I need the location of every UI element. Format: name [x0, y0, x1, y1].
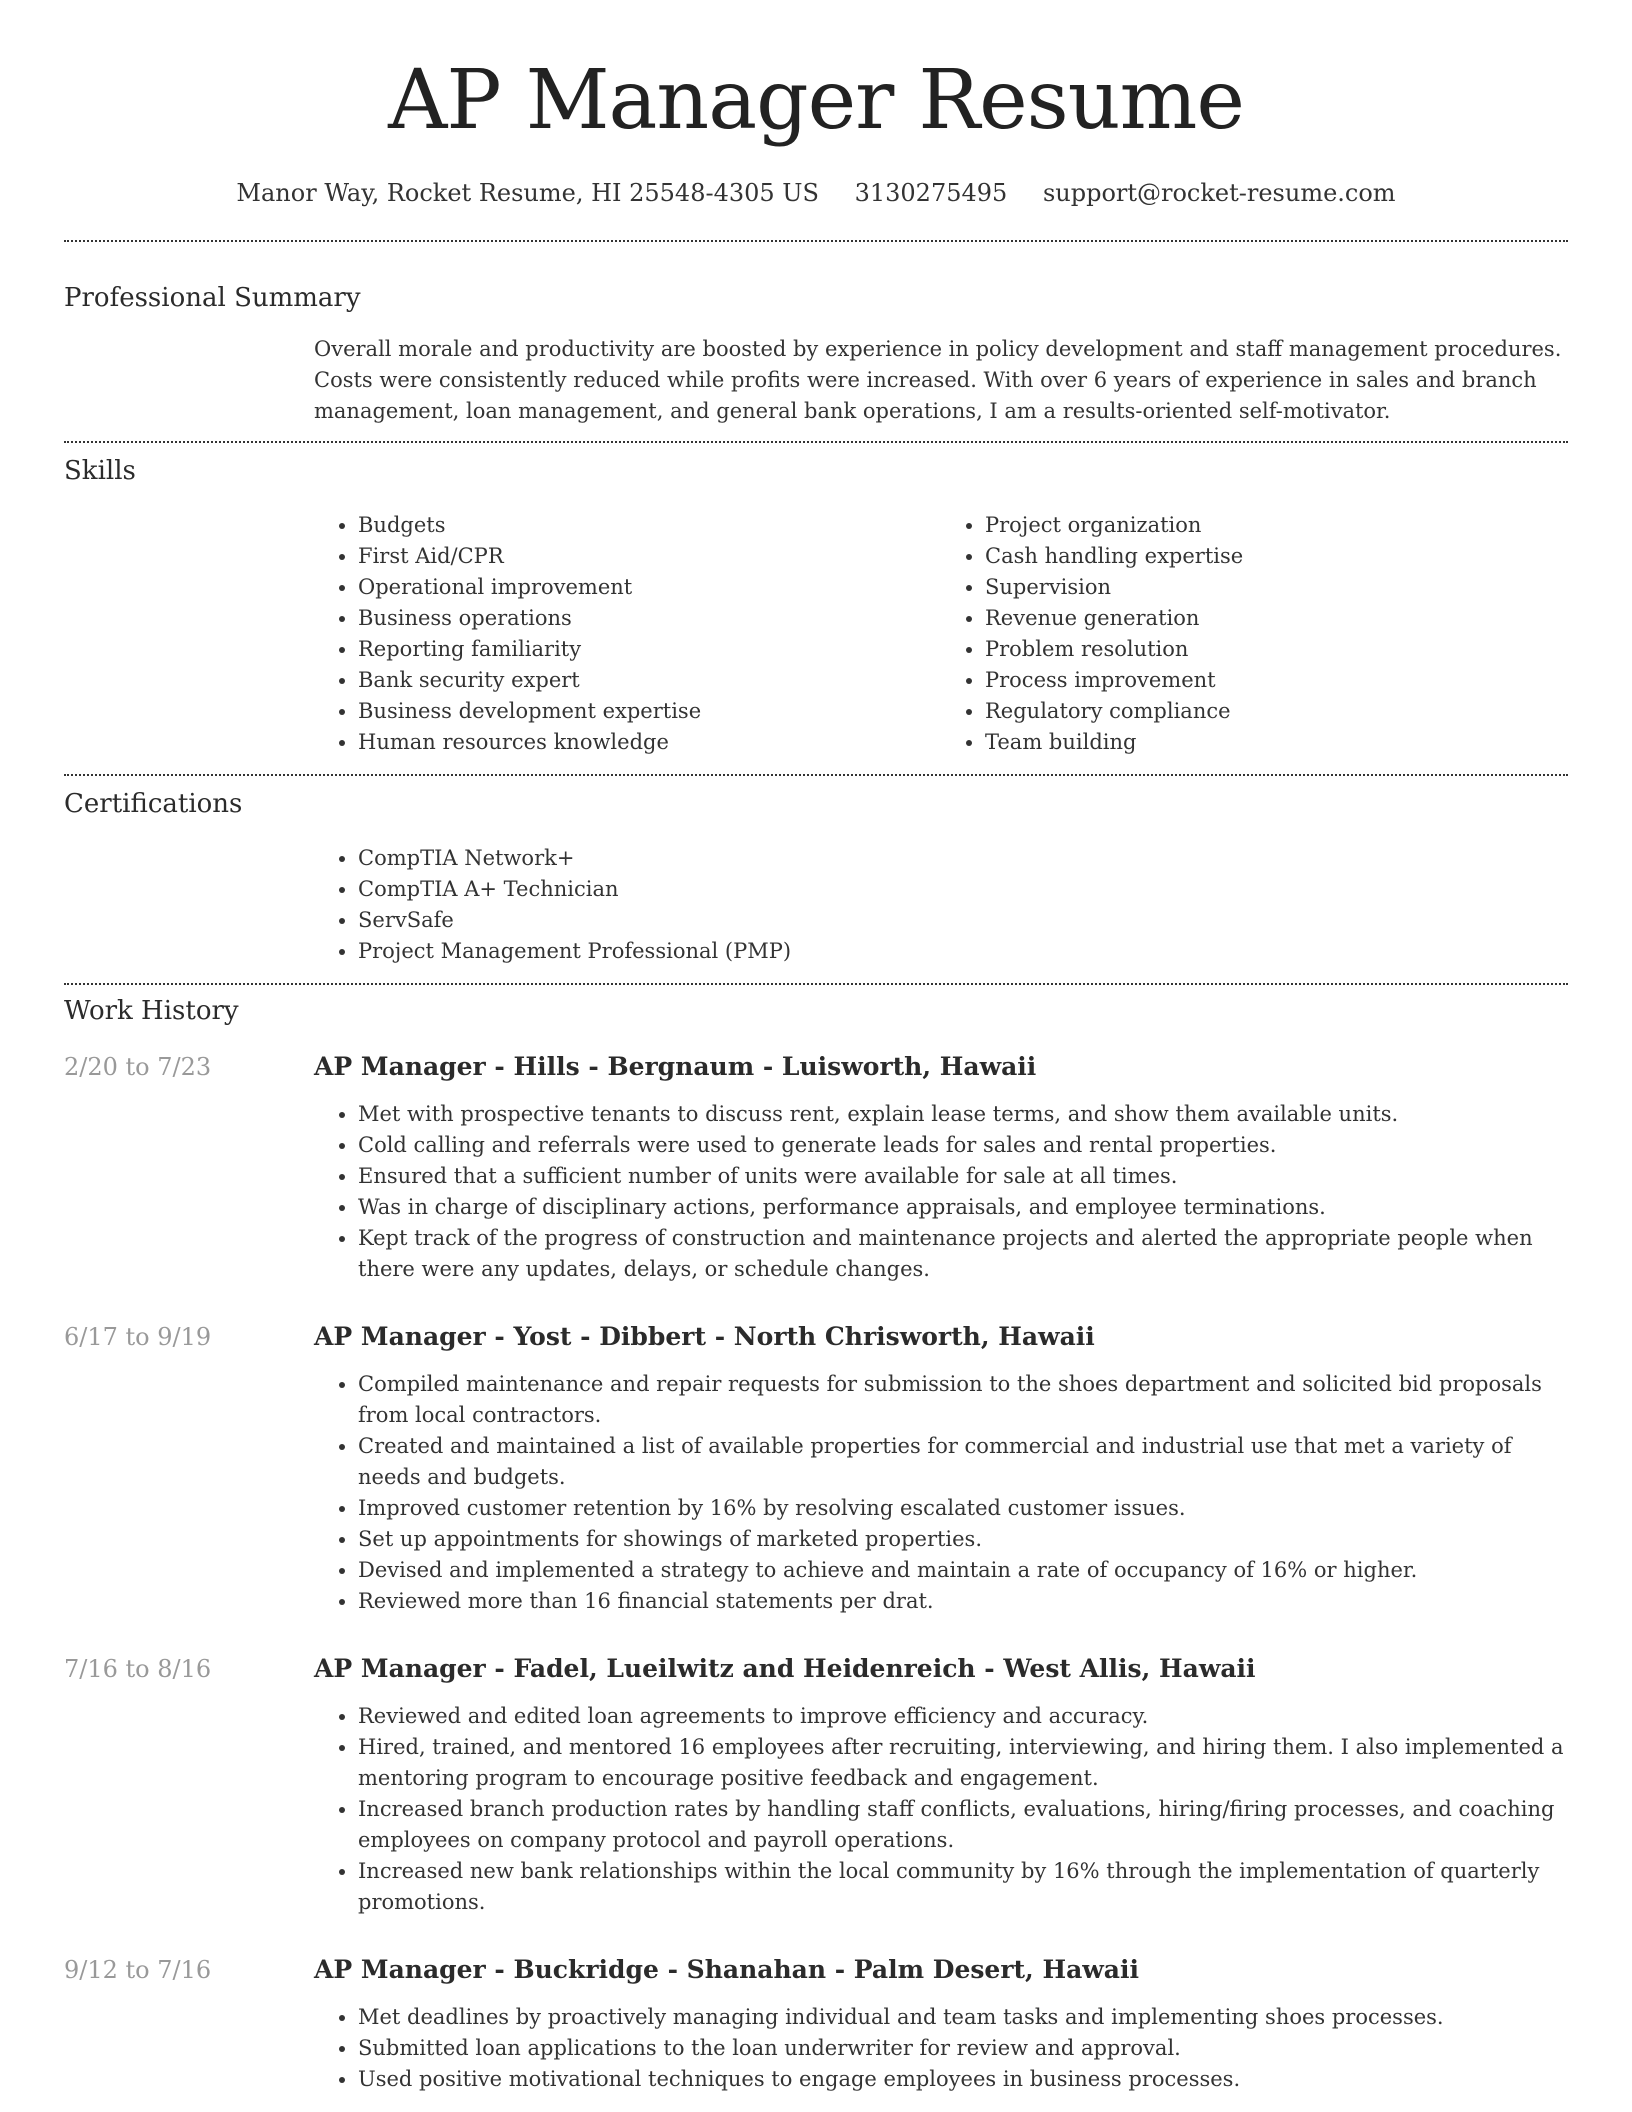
contact-phone: 3130275495	[854, 179, 1008, 207]
job-bullet: • Set up appointments for showings of marketed properties.	[358, 1524, 1568, 1555]
job-bullets	[314, 1701, 1568, 1918]
skill-item: • Project organization	[985, 510, 1568, 541]
job-dates: 7/16 to 8/16	[64, 1655, 212, 1683]
job-bullet: • Reviewed more than 16 financial statements per drat.	[358, 1586, 1568, 1617]
job-bullet: • Devised and implemented a strategy to achieve and maintain a rate of occupancy of 16% or higher.	[358, 1555, 1568, 1586]
certification-item: • CompTIA A+ Technician	[358, 874, 1568, 905]
job-bullet: • Met deadlines by proactively managing individual and team tasks and implementing shoes processes.	[358, 2002, 1568, 2033]
work-section	[0, 985, 1632, 2095]
job-bullet: • Met with prospective tenants to discuss rent, explain lease terms, and show them available units.	[358, 1099, 1568, 1130]
skill-item: • Business development expertise	[358, 696, 941, 727]
skill-item: • Operational improvement	[358, 572, 941, 603]
skill-item: • Bank security expert	[358, 665, 941, 696]
job-bullets	[314, 1369, 1568, 1617]
skills-list-left	[314, 510, 941, 758]
job-entry	[64, 1954, 1568, 2095]
certification-item: • ServSafe	[358, 905, 1568, 936]
skill-item: • Process improvement	[985, 665, 1568, 696]
skills-section	[0, 443, 1632, 758]
contact-address: Manor Way, Rocket Resume, HI 25548-4305 US	[236, 179, 819, 207]
job-entry	[64, 1653, 1568, 1918]
contact-email: support@rocket-resume.com	[1042, 179, 1396, 207]
job-bullets	[314, 2002, 1568, 2095]
job-bullet: • Submitted loan applications to the loan underwriter for review and approval.	[358, 2033, 1568, 2064]
job-title: AP Manager - Hills - Bergnaum - Luisworth, Hawaii	[314, 1052, 1037, 1081]
skills-heading: Skills	[64, 456, 136, 486]
contact-line	[0, 178, 1632, 208]
job-bullet: • Hired, trained, and mentored 16 employees after recruiting, interviewing, and hiring them. I also implemented a mentoring program to encourage positive feedback and engagement.	[358, 1732, 1568, 1794]
job-entry	[64, 1321, 1568, 1617]
skill-item: • Budgets	[358, 510, 941, 541]
skill-item: • Cash handling expertise	[985, 541, 1568, 572]
job-title: AP Manager - Fadel, Lueilwitz and Heidenreich - West Allis, Hawaii	[314, 1654, 1256, 1683]
job-bullets	[314, 1099, 1568, 1285]
skill-item: • Reporting familiarity	[358, 634, 941, 665]
summary-text: Overall morale and productivity are boosted by experience in policy development and staff management procedures. Costs were consistently reduced while profits were increased. With over 6 years of experience in sales and branch management, loan management, and general bank operations, I am a results-oriented self-motivator.	[314, 337, 1562, 423]
skill-item: • Regulatory compliance	[985, 696, 1568, 727]
job-bullet: • Increased branch production rates by handling staff conflicts, evaluations, hiring/firing processes, and coaching employees on company protocol and payroll operations.	[358, 1794, 1568, 1856]
job-entry	[64, 1051, 1568, 1285]
certifications-section	[0, 776, 1632, 967]
skill-item: • Revenue generation	[985, 603, 1568, 634]
job-bullet: • Cold calling and referrals were used to generate leads for sales and rental properties.	[358, 1130, 1568, 1161]
job-bullet: • Reviewed and edited loan agreements to improve efficiency and accuracy.	[358, 1701, 1568, 1732]
certifications-list	[314, 843, 1568, 967]
job-bullet: • Created and maintained a list of available properties for commercial and industrial use that met a variety of needs and budgets.	[358, 1431, 1568, 1493]
skill-item: • Problem resolution	[985, 634, 1568, 665]
skill-item: • Supervision	[985, 572, 1568, 603]
summary-heading: Professional Summary	[64, 283, 361, 313]
job-bullet: • Compiled maintenance and repair requests for submission to the shoes department and solicited bid proposals from local contractors.	[358, 1369, 1568, 1431]
resume-title: AP Manager Resume	[388, 53, 1244, 148]
job-bullet: • Ensured that a sufficient number of units were available for sale at all times.	[358, 1161, 1568, 1192]
job-title: AP Manager - Buckridge - Shanahan - Palm Desert, Hawaii	[314, 1955, 1139, 1984]
certifications-heading: Certifications	[64, 789, 243, 819]
skill-item: • Human resources knowledge	[358, 727, 941, 758]
certification-item: • Project Management Professional (PMP)	[358, 936, 1568, 967]
job-title: AP Manager - Yost - Dibbert - North Chrisworth, Hawaii	[314, 1322, 1095, 1351]
job-bullet: • Kept track of the progress of construction and maintenance projects and alerted the appropriate people when there were any updates, delays, or schedule changes.	[358, 1223, 1568, 1285]
job-bullet: • Used positive motivational techniques to engage employees in business processes.	[358, 2064, 1568, 2095]
job-dates: 9/12 to 7/16	[64, 1956, 212, 1984]
summary-section	[0, 242, 1632, 427]
job-bullet: • Improved customer retention by 16% by resolving escalated customer issues.	[358, 1493, 1568, 1524]
skills-list-right	[941, 510, 1568, 758]
skills-columns	[314, 510, 1568, 758]
job-bullet: • Was in charge of disciplinary actions, performance appraisals, and employee terminations.	[358, 1192, 1568, 1223]
certification-item: • CompTIA Network+	[358, 843, 1568, 874]
skill-item: • First Aid/CPR	[358, 541, 941, 572]
skill-item: • Team building	[985, 727, 1568, 758]
job-bullet: • Increased new bank relationships within the local community by 16% through the implementation of quarterly promotions.	[358, 1856, 1568, 1918]
skill-item: • Business operations	[358, 603, 941, 634]
job-dates: 6/17 to 9/19	[64, 1323, 212, 1351]
job-dates: 2/20 to 7/23	[64, 1053, 212, 1081]
work-heading: Work History	[64, 996, 239, 1026]
